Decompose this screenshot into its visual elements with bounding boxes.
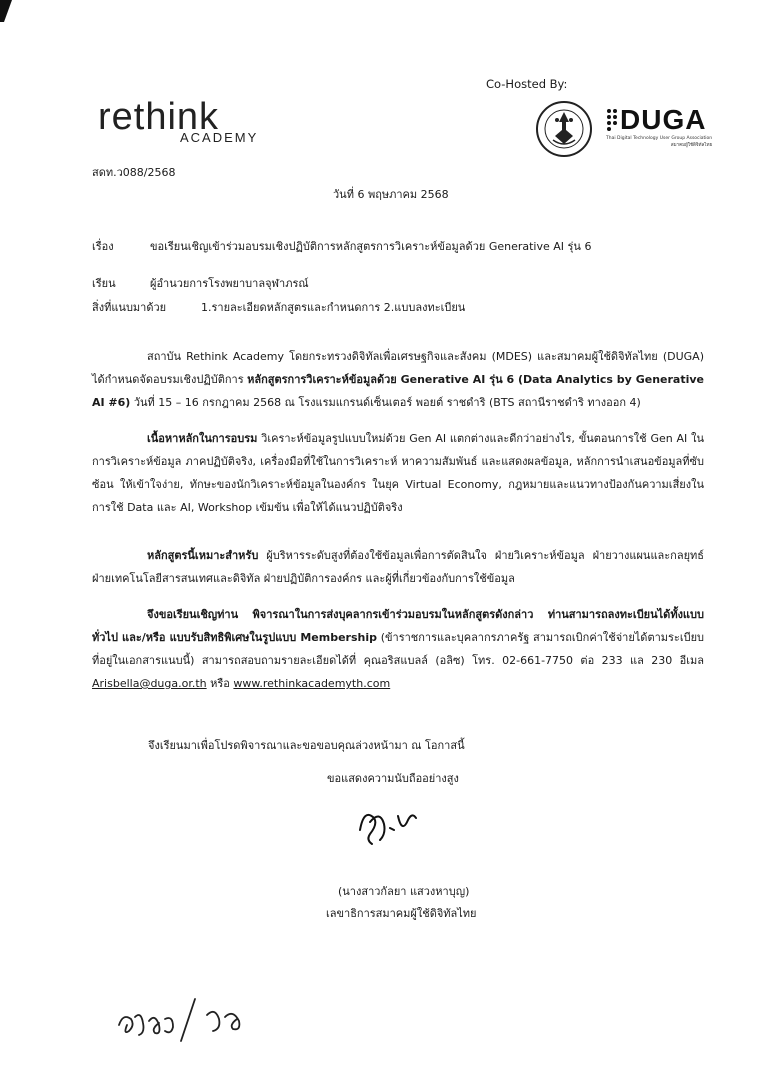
document-number: สดท.ว088/2568 [92, 166, 176, 179]
paragraph-audience [92, 544, 704, 590]
scan-corner-mark [0, 0, 14, 22]
invitation-heading: จึงขอเรียนเชิญท่าน พิจารณาในการส่งบุคลากรเข้าร่วมอบรมในหลักสูตรดังกล่าว ท่านสามารถลงทะเบียนได้ทั้งแบบทั่วไป และ/หรือ แบบรับสิทธิพิเศษในรูปแบบ Membership [92, 608, 704, 644]
signer-title: เลขาธิการสมาคมผู้ใช้ดิจิทัลไทย [326, 907, 477, 920]
recipient-text: ผู้อำนวยการโรงพยาบาลจุฬาภรณ์ [150, 277, 309, 290]
duga-logo [606, 104, 712, 148]
event-details: วันที่ 15 – 16 กรกฎาคม 2568 ณ โรงแรมแกรนด์เซ็นเตอร์ พอยต์ ราชดำริ (BTS สถานีราชดำริ ทางออก 4) [130, 396, 641, 409]
email-link[interactable]: Arisbella@duga.or.th [92, 677, 207, 690]
or-text: หรือ [206, 677, 234, 690]
duga-wordmark: DUGA [620, 104, 707, 135]
duga-tagline-th: สมาคมผู้ใช้ดิจิทัลไทย [670, 143, 713, 148]
subject-label: เรื่อง [92, 240, 114, 253]
ministry-emblem-icon [535, 100, 593, 158]
website-link[interactable]: www.rethinkacademyth.com [233, 677, 391, 690]
intro-text: สถาบัน Rethink Academy โดยกระทรวงดิจิทัลเพื่อเศรษฐกิจและสังคม (MDES) และสมาคมผู้ใช้ดิจิทัลไทย (DUGA) ได้กำหนดจัดอบรมเชิงปฏิบัติการ [92, 350, 704, 386]
audience-text: ผู้บริหารระดับสูงที่ต้องใช้ข้อมูลเพื่อการตัดสินใจ ฝ่ายวิเคราะห์ข้อมูล ฝ่ายวางแผนและกลยุทธ์ ฝ่ายเทคโนโลยีสารสนเทศและดิจิทัล ฝ่ายปฏิบัติการองค์กร และผู้ที่เกี่ยวข้องกับการใช้ข้อมูล [92, 549, 704, 585]
content-heading: เนื้อหาหลักในการอบรม [147, 432, 258, 445]
paragraph-content [92, 427, 704, 519]
paragraph-invitation [92, 603, 704, 695]
subject-text: ขอเรียนเชิญเข้าร่วมอบรมเชิงปฏิบัติการหลักสูตรการวิเคราะห์ข้อมูลด้วย Generative AI รุ่น 6 [150, 240, 592, 253]
closing-regards: ขอแสดงความนับถืออย่างสูง [327, 772, 459, 785]
closing-sentence: จึงเรียนมาเพื่อโปรดพิจารณาและขอขอบคุณล่วงหน้ามา ณ โอกาสนี้ [148, 739, 465, 752]
attachments-label: สิ่งที่แนบมาด้วย [92, 301, 167, 314]
letter-date: วันที่ 6 พฤษภาคม 2568 [333, 188, 449, 201]
audience-heading: หลักสูตรนี้เหมาะสำหรับ [147, 549, 259, 562]
course-name: หลักสูตรการวิเคราะห์ข้อมูลด้วย Generative AI รุ่น 6 (Data Analytics by Generative AI #6) [92, 373, 704, 409]
academy-logo-text: ACADEMY [180, 130, 259, 145]
rethink-logo-text: rethink [98, 96, 220, 138]
duga-dots-icon [606, 108, 620, 132]
recipient-label: เรียน [92, 277, 116, 290]
signer-name: (นางสาวกัลยา แสวงหาบุญ) [338, 885, 470, 898]
signature-image [350, 800, 430, 850]
cohost-label: Co-Hosted By: [486, 77, 568, 91]
duga-tagline-en: Thai Digital Technology User Group Association [606, 136, 713, 141]
paragraph-intro [92, 345, 704, 414]
attachments-text: 1.รายละเอียดหลักสูตรและกำหนดการ 2.แบบลงทะเบียน [201, 301, 466, 314]
content-text: วิเคราะห์ข้อมูลรูปแบบใหม่ด้วย Gen AI แตกต่างและดีกว่าอย่างไร, ขั้นตอนการใช้ Gen AI ในการวิเคราะห์ข้อมูล ภาคปฏิบัติจริง, เครื่องมือที่ใช้ในการวิเคราะห์ หาความสัมพันธ์ และแสดงผลข้อมูล, หลักการนำเสนอข้อมูลที่ซับซ้อน ให้เข้าใจง่าย, ทักษะของนักวิเคราะห์ข้อมูลในองค์กร ในยุค Virtual Economy, กฎหมายและแนวทางป้องกันความเสี่ยงในการใช้ Data และ AI, Workshop เข้มข้น เพื่อให้ได้แนวปฏิบัติจริง [92, 432, 704, 514]
handwritten-note-image [115, 995, 255, 1045]
invitation-text: (ข้าราชการและบุคลากรภาครัฐ สามารถเบิกค่าใช้จ่ายได้ตามระเบียบที่อยู่ในเอกสารแนบนี้) สามารถสอบถามรายละเอียดได้ที่ คุณอริสแบลล์ (อลิซ) โทร. 02-661-7750 ต่อ 233 แล 230 อีเมล [92, 631, 704, 667]
